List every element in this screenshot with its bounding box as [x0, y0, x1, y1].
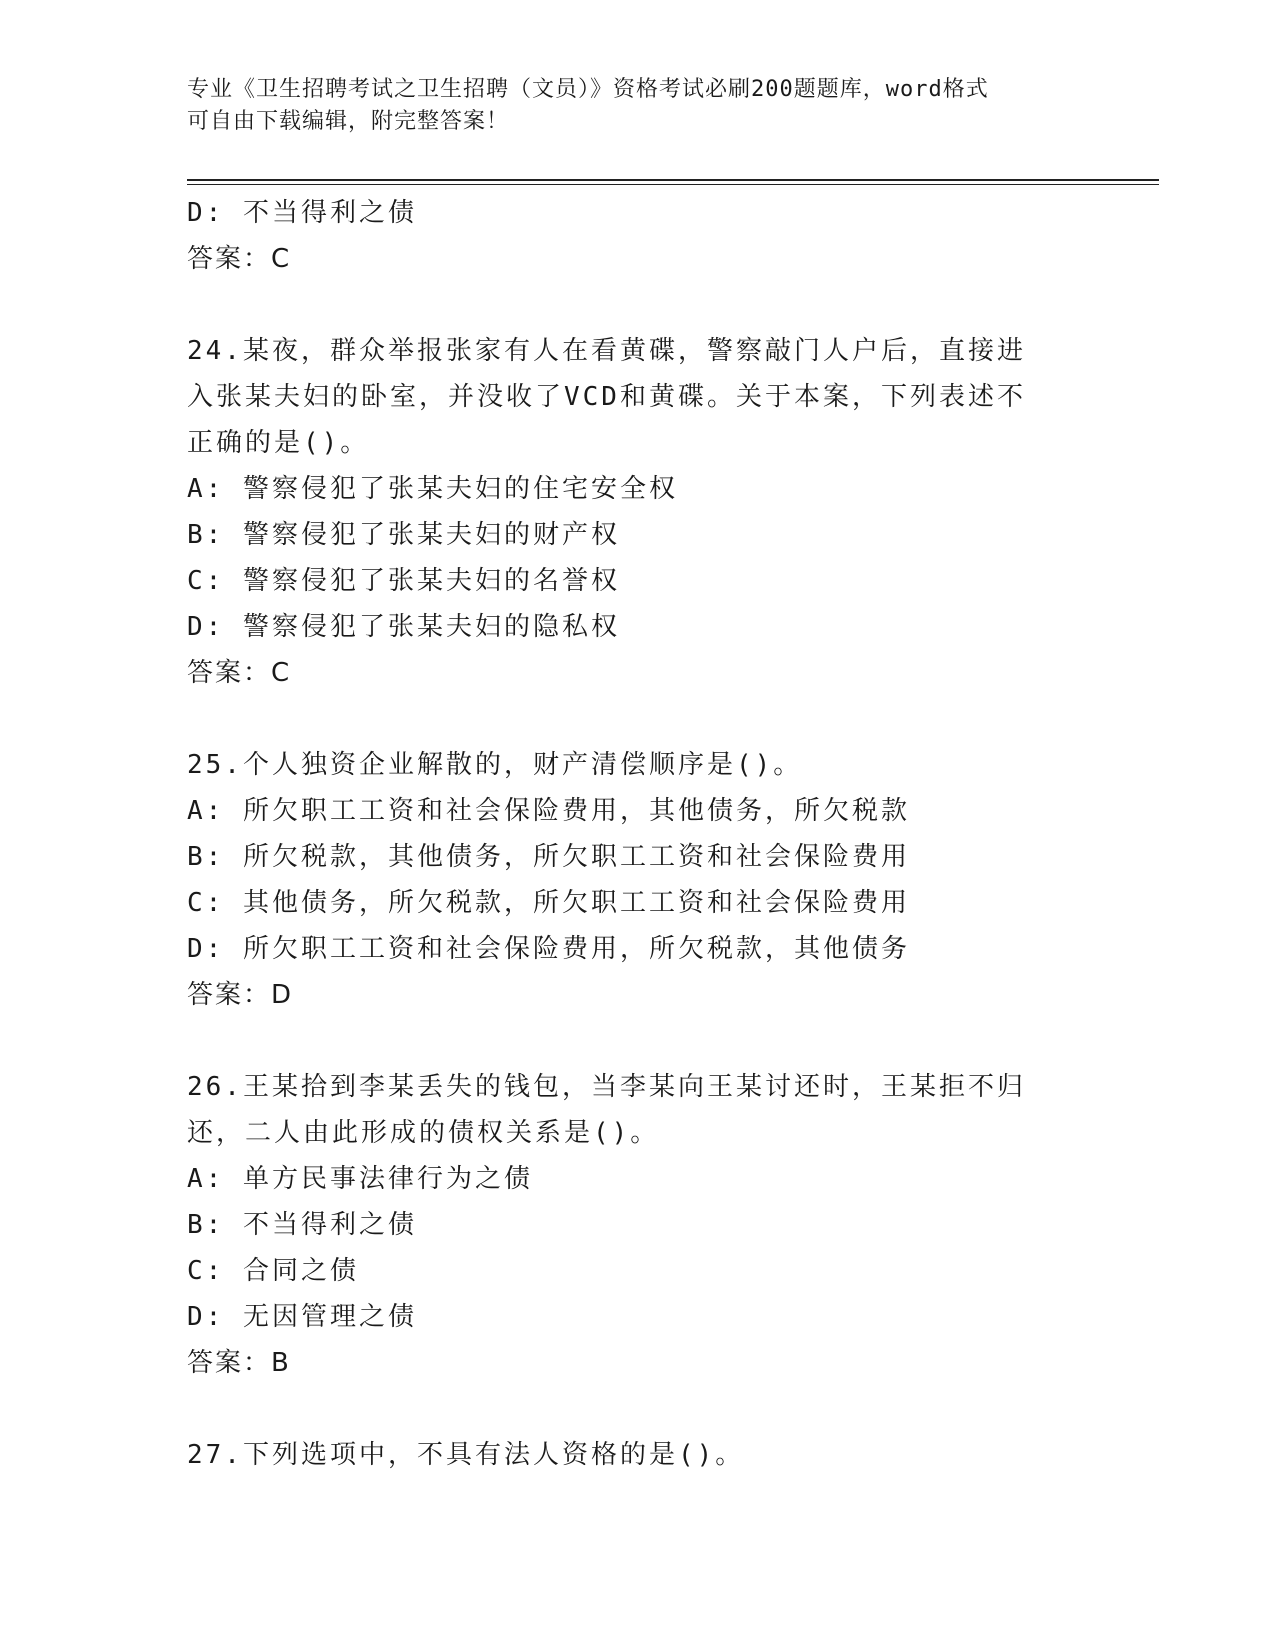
question-stem: 25.个人独资企业解散的，财产清偿顺序是()。	[187, 750, 803, 780]
option-b: B: 警察侵犯了张某夫妇的财产权	[187, 520, 620, 550]
question-24	[187, 328, 1087, 696]
option-b: B: 所欠税款，其他债务，所欠职工工资和社会保险费用	[187, 842, 910, 872]
question-27	[187, 1432, 1087, 1478]
question-stem: 24.某夜，群众举报张家有人在看黄碟，警察敲门人户后，直接进入张某夫妇的卧室，并没收了VCD和黄碟。关于本案，下列表述不正确的是()。	[187, 336, 1026, 458]
option-d: D: 无因管理之债	[187, 1302, 417, 1332]
option-c: C: 警察侵犯了张某夫妇的名誉权	[187, 566, 620, 596]
question-26	[187, 1064, 1087, 1386]
document-body	[187, 190, 1087, 1478]
answer-line: 答案：C	[187, 244, 292, 274]
question-stem: 26.王某拾到李某丢失的钱包，当李某向王某讨还时，王某拒不归还，二人由此形成的债权关系是()。	[187, 1072, 1026, 1148]
option-a: A: 警察侵犯了张某夫妇的住宅安全权	[187, 474, 678, 504]
question-25	[187, 742, 1087, 1018]
option-d: D: 所欠职工工资和社会保险费用，所欠税款，其他债务	[187, 934, 910, 964]
document-header	[187, 74, 1087, 138]
answer-line: 答案：B	[187, 1348, 291, 1378]
option-d: D: 警察侵犯了张某夫妇的隐私权	[187, 612, 620, 642]
header-divider-thick	[187, 179, 1159, 181]
option-c: C: 其他债务，所欠税款，所欠职工工资和社会保险费用	[187, 888, 910, 918]
option-a: A: 单方民事法律行为之债	[187, 1164, 533, 1194]
question-stem: 27.下列选项中，不具有法人资格的是()。	[187, 1440, 745, 1470]
option-a: A: 所欠职工工资和社会保险费用，其他债务，所欠税款	[187, 796, 910, 826]
answer-line: 答案：C	[187, 658, 292, 688]
option-c: C: 合同之债	[187, 1256, 359, 1286]
header-divider-thin	[187, 184, 1159, 185]
answer-line: 答案：D	[187, 980, 294, 1010]
option-d: D: 不当得利之债	[187, 198, 417, 228]
option-b: B: 不当得利之债	[187, 1210, 417, 1240]
header-line-2: 可自由下载编辑，附完整答案！	[187, 109, 510, 134]
header-line-1: 专业《卫生招聘考试之卫生招聘（文员）》资格考试必刷200题题库，word格式	[187, 77, 989, 102]
